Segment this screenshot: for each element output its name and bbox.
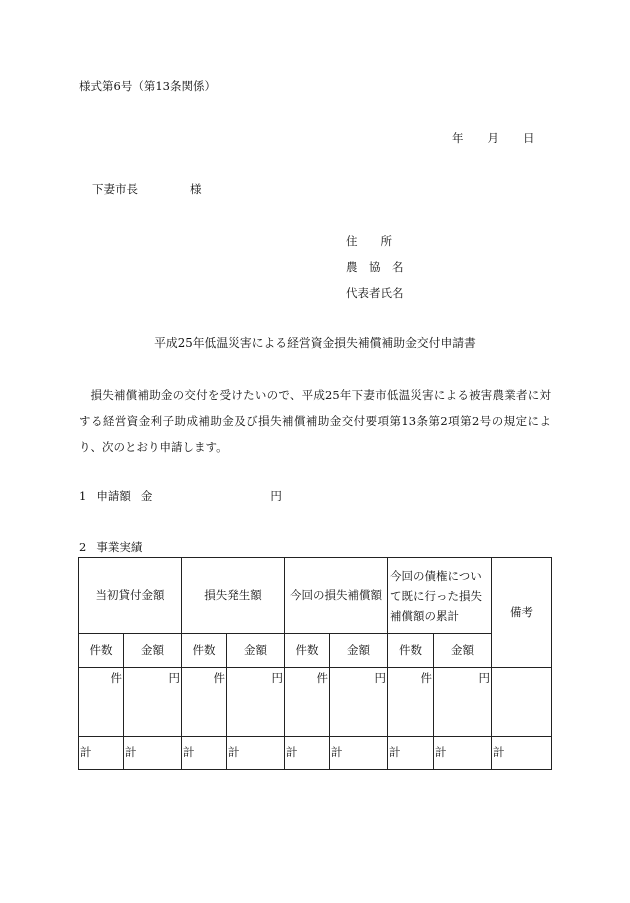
unit-cell-count: 件 [388,668,434,737]
item1-yen: 円 [270,489,282,503]
total-cell: 計 [124,737,182,770]
total-cell: 計 [79,737,124,770]
total-cell: 計 [492,737,552,770]
item-application-amount [79,491,282,503]
document-title: 平成25年低温災害による経営資金損失補償補助金交付申請書 [154,336,476,350]
form-number: 様式第6号（第13条関係） [79,79,216,93]
header-loss-amount: 損失発生額 [182,558,285,634]
item1-label: 申請額 [96,489,131,503]
applicant-coop-label: 農 協 名 [346,260,404,274]
unit-cell-amount: 円 [434,668,492,737]
unit-cell-count: 件 [285,668,330,737]
total-cell: 計 [388,737,434,770]
item1-kin: 金 [140,489,153,503]
total-cell: 計 [182,737,227,770]
header-initial-loan: 当初貸付金額 [79,558,182,634]
header-remarks: 備考 [492,558,552,668]
subheader-count: 件数 [182,634,227,668]
applicant-address-label: 住 所 [346,234,392,248]
unit-cell-amount: 円 [330,668,388,737]
subheader-amount: 金額 [227,634,285,668]
total-cell: 計 [330,737,388,770]
unit-cell-amount: 円 [227,668,285,737]
subheader-count: 件数 [285,634,330,668]
unit-cell-count: 件 [79,668,124,737]
header-cumulative-compensation: 今回の債権について既に行った損失補償額の累計 [388,558,492,634]
results-table [78,557,552,770]
subheader-amount: 金額 [434,634,492,668]
total-cell: 計 [434,737,492,770]
subheader-count: 件数 [79,634,124,668]
item2-number: 2 [79,540,87,554]
item-business-results [79,542,142,554]
subheader-amount: 金額 [330,634,388,668]
item1-number: 1 [79,489,87,503]
total-cell: 計 [227,737,285,770]
item2-label: 事業実績 [96,540,143,554]
unit-cell-count: 件 [182,668,227,737]
header-current-compensation: 今回の損失補償額 [285,558,388,634]
total-cell: 計 [285,737,330,770]
remarks-cell [492,668,552,737]
addressee-honorific: 様 [190,182,202,196]
subheader-count: 件数 [388,634,434,668]
addressee [92,184,202,196]
date-day: 日 [523,131,535,145]
addressee-name: 下妻市長 [92,182,138,196]
date-line [452,133,535,145]
applicant-representative-label: 代表者氏名 [346,286,404,300]
date-month: 月 [487,131,499,145]
unit-cell-amount: 円 [124,668,182,737]
body-text: 損失補償補助金の交付を受けたいので、平成25年下妻市低温災害による被害農業者に対する経営資金利子助成補助金及び損失補償補助金交付要項第13条第2項第2号の規定により、次のとおり申請します。 [79,388,551,454]
date-year: 年 [452,131,464,145]
subheader-amount: 金額 [124,634,182,668]
